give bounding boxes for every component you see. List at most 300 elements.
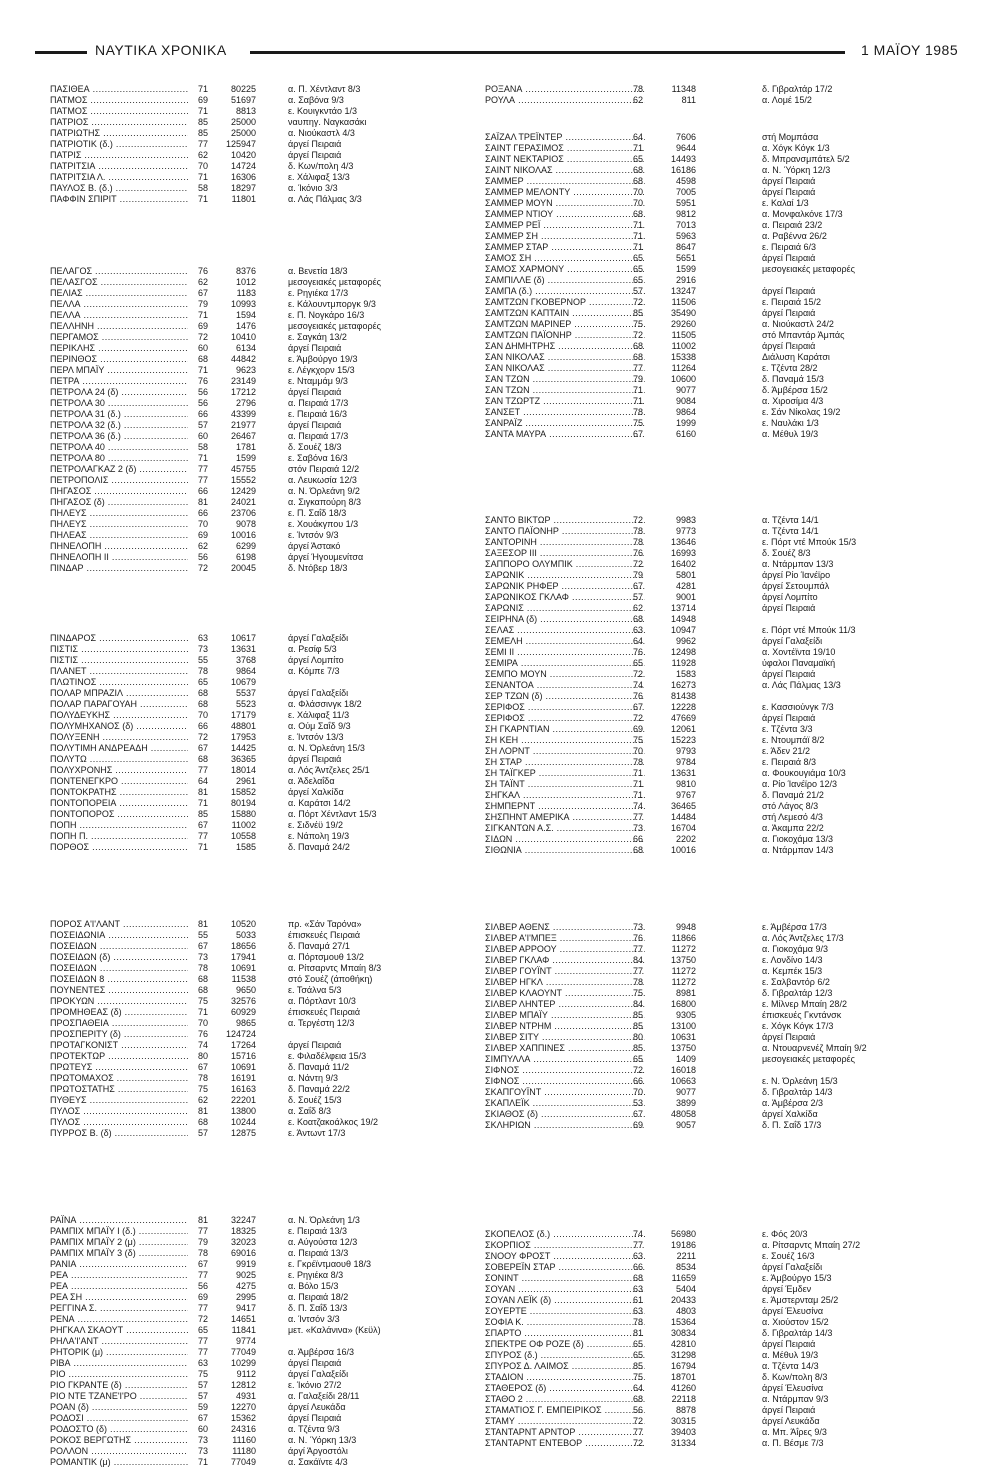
ship-position: α. Νιούκαστλ 4/3 [288, 128, 355, 138]
ship-row [470, 526, 940, 537]
ship-name: ΣΚΑΠΛΕΪΚ ..... [485, 1098, 645, 1109]
build-year: 63 [197, 633, 208, 643]
build-year: 70 [197, 519, 208, 529]
build-year: 85 [632, 1043, 643, 1053]
ship-name: ΣΗΣΠΗΝΤ ΑΜΕΡΙΚΑ ..... [485, 812, 645, 823]
build-year: 68 [632, 352, 643, 362]
build-year: 74 [632, 801, 643, 811]
ship-position: ε. Π. Νογκάρο 16/3 [288, 310, 365, 320]
tonnage: 9650 [235, 985, 256, 995]
ship-position: α. Τζέντα 9/3 [288, 1424, 340, 1434]
build-year: 71 [632, 143, 643, 153]
ship-position: ε. Άμβέρσα 17/3 [762, 922, 827, 932]
ship-name: ΠΡΟΜΗΘΕΑΣ (δ) ..... [50, 1007, 188, 1018]
ship-list-block [470, 922, 940, 1131]
ship-name: ΣΕΙΡΗΝΑ (δ) ..... [485, 614, 645, 625]
build-year: 75 [632, 319, 643, 329]
tonnage: 6160 [675, 429, 696, 439]
tonnage: 32247 [230, 1215, 256, 1225]
tonnage: 13100 [670, 1021, 696, 1031]
ship-row [50, 798, 455, 809]
ship-position: α. Τεργέστη 12/3 [288, 1018, 355, 1028]
ship-position: δ. Παναμά 11/2 [288, 1062, 350, 1072]
ship-position: α. Πόρτλαντ 10/3 [288, 996, 356, 1006]
build-year: 72 [632, 1438, 643, 1448]
build-year: 73 [197, 644, 208, 654]
ship-name: ΡΗΓΚΑΛ ΣΚΑΟΥΤ ..... [50, 1325, 188, 1336]
tonnage: 14651 [230, 1314, 256, 1324]
ship-position: δ. Σουέζ 15/3 [288, 1095, 342, 1105]
ship-position: ε. Π. Σαΐδ 18/3 [288, 508, 347, 518]
ship-position: α. Ντάρμπαν 14/3 [762, 845, 834, 855]
ship-position: στή Λεμεσό 4/3 [762, 812, 823, 822]
ship-position: α. Ντάρμπαν 9/3 [762, 1394, 829, 1404]
build-year: 84 [632, 955, 643, 965]
ship-row [50, 1369, 455, 1380]
ship-row [470, 537, 940, 548]
ship-row [470, 84, 940, 95]
ship-name: ΠΟΛΥΔΕΥΚΗΣ ..... [50, 710, 188, 721]
ship-name: ΣΑΝ ΝΙΚΟΛΑΣ ..... [485, 352, 645, 363]
ship-row [50, 1314, 455, 1325]
tonnage: 14493 [670, 154, 696, 164]
ship-position: ε. Ίντσόν 13/3 [288, 732, 344, 742]
ship-row [50, 563, 455, 574]
ship-row [50, 1007, 455, 1018]
build-year: 65 [632, 1054, 643, 1064]
build-year: 85 [197, 809, 208, 819]
tonnage: 8878 [675, 1405, 696, 1415]
build-year: 61 [632, 1295, 643, 1305]
ship-row [50, 1040, 455, 1051]
ship-row [470, 691, 940, 702]
ship-position: ε. Σάν Νίκολας 19/2 [762, 407, 841, 417]
ship-row [470, 1427, 940, 1438]
tonnage: 45755 [230, 464, 256, 474]
ship-name: ΡΑΝΙΑ ..... [50, 1259, 188, 1270]
ship-name: ΣΙΛΒΕΡ ΚΛΑΟΥΝΤ ..... [485, 988, 645, 999]
tonnage: 10947 [670, 625, 696, 635]
ship-name: ΣΤΑΝΤΑΡΝΤ ΑΡΝΤΟΡ ..... [485, 1427, 645, 1438]
ship-position: α. Σαβόνα 9/3 [288, 95, 344, 105]
tonnage: 16306 [230, 172, 256, 182]
ship-row [50, 288, 455, 299]
build-year: 80 [632, 1032, 643, 1042]
build-year: 71 [197, 798, 208, 808]
tonnage: 14724 [230, 161, 256, 171]
ship-position: ε. Χάλιφαξ 11/3 [288, 710, 350, 720]
ship-row [470, 1065, 940, 1076]
ship-name: ΠΑΥΛΟΣ Β. (δ.) ..... [50, 183, 188, 194]
tonnage: 9078 [235, 519, 256, 529]
ship-name: ΡΟΜΑΝΤΙΚ (μ) ..... [50, 1457, 188, 1468]
tonnage: 26467 [230, 431, 256, 441]
build-year: 71 [632, 220, 643, 230]
ship-row [50, 952, 455, 963]
ship-name: ΣΕΡΙΦΟΣ ..... [485, 702, 645, 713]
ship-position: άργεί Πειραιά [288, 754, 342, 764]
ship-position: ύφαλοι Παναμαϊκή [762, 658, 836, 668]
tonnage: 30834 [670, 1328, 696, 1338]
tonnage: 6198 [235, 552, 256, 562]
build-year: 68 [632, 176, 643, 186]
tonnage: 30315 [670, 1416, 696, 1426]
build-year: 65 [197, 677, 208, 687]
ship-position: α. Ίντσόν 3/3 [288, 1314, 340, 1324]
ship-name: ΠΑΤΡΙΟΣ ..... [50, 117, 188, 128]
ship-name: ΣΤΑΔΙΟΝ ..... [485, 1372, 645, 1383]
ship-row [470, 966, 940, 977]
ship-position: α. Χιούστον 15/2 [762, 1317, 829, 1327]
ship-row [50, 721, 455, 732]
ship-position: άργεί Γαλαξείδι [762, 636, 823, 646]
tonnage: 51697 [230, 95, 256, 105]
build-year: 77 [197, 464, 208, 474]
ship-row [470, 988, 940, 999]
ship-row [50, 332, 455, 343]
build-year: 58 [197, 183, 208, 193]
ship-row [470, 1416, 940, 1427]
ship-name: ΠΕΤΡΟΛΑ 36 (δ.) ..... [50, 431, 188, 442]
build-year: 62 [632, 95, 643, 105]
tonnage: 19186 [670, 1240, 696, 1250]
tonnage: 11538 [231, 974, 256, 984]
ship-name: ΣΑΝ ΔΗΜΗΤΡΗΣ ..... [485, 341, 645, 352]
tonnage: 9864 [675, 407, 696, 417]
ship-row [470, 1295, 940, 1306]
ship-name: ΡΟΔΟΣΙ ..... [50, 1413, 188, 1424]
ship-name: ΡΟΑΝ (δ) ..... [50, 1402, 188, 1413]
ship-row [470, 636, 940, 647]
ship-name: ΣΑΝΣΕΤ ..... [485, 407, 645, 418]
ship-position: δ. Γιβραλτάρ 14/3 [762, 1328, 833, 1338]
tonnage: 11160 [232, 1435, 256, 1445]
ship-name: ΠΟΠΗ Π. ..... [50, 831, 188, 842]
build-year: 59 [197, 1402, 208, 1412]
build-year: 78 [197, 1073, 208, 1083]
ship-name: ΠΑΤΡΙΤΣΙΑ Λ. ..... [50, 172, 188, 183]
ship-row [470, 581, 940, 592]
ship-position: α. Ραβέννα 26/2 [762, 231, 827, 241]
tonnage: 18656 [230, 941, 256, 951]
ship-name: ΠΕΡΓΑΜΟΣ ..... [50, 332, 188, 343]
ship-row [50, 1270, 455, 1281]
ship-position: άργεί Έλευσίνα [762, 1383, 824, 1393]
ship-position: δ. Σουέζ 18/3 [288, 442, 342, 452]
ship-position: άργεί Χαλκίδα [762, 1109, 818, 1119]
tonnage: 12875 [230, 1128, 256, 1138]
tonnage: 15880 [230, 809, 256, 819]
tonnage: 5033 [235, 930, 256, 940]
ship-position: α. Τζέντα 14/1 [762, 526, 819, 536]
ship-name: ΣΗ ΤΑΪΝΤ ..... [485, 779, 645, 790]
ship-name: ΣΑΞΕΣΟΡ ΙΙΙ ..... [485, 548, 645, 559]
ship-row [470, 385, 940, 396]
ship-name: ΣΕΡΙΦΟΣ ..... [485, 713, 645, 724]
ship-row [470, 187, 940, 198]
ship-row [50, 1259, 455, 1270]
ship-position: α. Μονφαλκόνε 17/3 [762, 209, 843, 219]
ship-row [50, 831, 455, 842]
ship-position: α. Σαΐδ 8/3 [288, 1106, 331, 1116]
ship-row [470, 1076, 940, 1087]
ship-position: ναυπηγ. Ναγκασάκι [288, 117, 367, 127]
build-year: 76 [197, 266, 208, 276]
ship-position: ε. Άμβούργο 15/3 [762, 1273, 832, 1283]
build-year: 67 [197, 941, 208, 951]
build-year: 65 [632, 1350, 643, 1360]
ship-row [470, 264, 940, 275]
ship-row [470, 515, 940, 526]
ship-position: άργεί Πειραιά [288, 150, 342, 160]
ship-row [50, 497, 455, 508]
build-year: 72 [632, 330, 643, 340]
build-year: 78 [632, 757, 643, 767]
tonnage: 9644 [675, 143, 696, 153]
ship-position: δ. Π. Σαΐδ 13/3 [288, 1303, 348, 1313]
ship-name: ΣΟΦΙΑ Κ. ..... [485, 1317, 645, 1328]
tonnage: 5651 [675, 253, 696, 263]
ship-name: ΣΑΜΤΖΩΝ ΜΑΡΙΝΕΡ ..... [485, 319, 645, 330]
tonnage: 10691 [230, 963, 256, 973]
build-year: 77 [632, 1427, 643, 1437]
ship-name: ΠΟΛΥΜΗΧΑΝΟΣ (δ) ..... [50, 721, 188, 732]
ship-row [50, 1106, 455, 1117]
ship-row [470, 955, 940, 966]
tonnage: 77049 [230, 1347, 256, 1357]
ship-row [50, 508, 455, 519]
ship-name: ΣΑΜΜΕΡ ΡΕΪ ..... [485, 220, 645, 231]
build-year: 66 [632, 1076, 643, 1086]
ship-position: άργεί Πειραιά [762, 187, 816, 197]
ship-position: α. Λομέ 15/2 [762, 95, 812, 105]
tonnage: 5801 [675, 570, 696, 580]
header-rule-left [35, 51, 95, 54]
ship-row [470, 977, 940, 988]
ship-name: ΣΑΝΤΟ ΠΑΪΟΝΗΡ ..... [485, 526, 645, 537]
tonnage: 2995 [235, 1292, 256, 1302]
tonnage: 18325 [230, 1226, 256, 1236]
tonnage: 31334 [670, 1438, 696, 1448]
build-year: 76 [632, 933, 643, 943]
ship-row [50, 820, 455, 831]
ship-row [50, 541, 455, 552]
ship-name: ΠΙΝΔΑΡΟΣ ..... [50, 633, 188, 644]
tonnage: 43399 [230, 409, 256, 419]
build-year: 68 [197, 699, 208, 709]
ship-name: ΠΡΟΤΕΚΤΩΡ ..... [50, 1051, 188, 1062]
ship-row [50, 95, 455, 106]
tonnage: 39403 [670, 1427, 696, 1437]
ship-name: ΣΑΝ ΤΖΩΝ ..... [485, 374, 645, 385]
tonnage: 25000 [230, 128, 256, 138]
ship-name: ΠΛΩΤΙΝΟΣ ..... [50, 677, 188, 688]
tonnage: 69016 [230, 1248, 256, 1258]
build-year: 79 [197, 299, 208, 309]
ship-list-block [470, 84, 940, 106]
ship-row [50, 974, 455, 985]
tonnage: 9864 [235, 666, 256, 676]
ship-row [50, 1424, 455, 1435]
build-year: 73 [632, 823, 643, 833]
ship-row [50, 376, 455, 387]
build-year: 77 [632, 1240, 643, 1250]
build-year: 69 [197, 1292, 208, 1302]
tonnage: 11659 [671, 1273, 696, 1283]
ship-position: α. Λός Άντζελες 25/1 [288, 765, 370, 775]
ship-position: ε. Σιδνέϋ 19/2 [288, 820, 344, 830]
tonnage: 18701 [670, 1372, 696, 1382]
ship-name: ΠΕΡΙΝΘΟΣ ..... [50, 354, 188, 365]
ship-name: ΣΠΥΡΟΣ (δ.) ..... [485, 1350, 645, 1361]
tonnage: 44842 [230, 354, 256, 364]
build-year: 77 [632, 363, 643, 373]
ship-name: ΣΚΟΡΠΙΟΣ ..... [485, 1240, 645, 1251]
ship-position: α. Πειραιά 17/3 [288, 431, 349, 441]
ship-row [470, 1339, 940, 1350]
ship-name: ΣΑΜΜΕΡ ΣΤΑΡ ..... [485, 242, 645, 253]
build-year: 73 [197, 952, 208, 962]
ship-name: ΣΙΓΚΑΝΤΩΝ Α.Σ. ..... [485, 823, 645, 834]
build-year: 75 [197, 996, 208, 1006]
tonnage: 16704 [670, 823, 696, 833]
ship-position: ε. Τσάλνα 5/3 [288, 985, 342, 995]
ship-row [470, 1032, 940, 1043]
tonnage: 12429 [230, 486, 256, 496]
ship-name: ΣΑΜΤΖΩΝ ΓΚΟΒΕΡΝΟΡ ..... [485, 297, 645, 308]
ship-name: ΠΕΤΡΟΛΑ 32 (δ.) ..... [50, 420, 188, 431]
ship-position: ε. Σουέζ 16/3 [762, 1251, 815, 1261]
ship-row [470, 176, 940, 187]
build-year: 66 [632, 834, 643, 844]
tonnage: 9305 [675, 1010, 696, 1020]
ship-position: α. Τζέντα 14/3 [762, 1361, 819, 1371]
ship-name: ΠΟΡΘΟΣ ..... [50, 842, 188, 853]
ship-position: α. Φουκουγιάμα 10/3 [762, 768, 846, 778]
build-year: 71 [197, 310, 208, 320]
ship-row [470, 286, 940, 297]
ship-name: ΣΕΜΙ ΙΙ ..... [485, 647, 645, 658]
ship-position: άργεί Σετουμπάλ [762, 581, 830, 591]
ship-name: ΠΟΛΑΡ ΠΑΡΑΓΟΥΑΗ ..... [50, 699, 188, 710]
ship-name: ΣΙΦΝΟΣ ..... [485, 1076, 645, 1087]
ship-name: ΠΑΣΙΘΕΑ ..... [50, 84, 188, 95]
ship-row [50, 420, 455, 431]
ship-name: ΣΕΝΑΝΤΟΑ ..... [485, 680, 645, 691]
tonnage: 9417 [235, 1303, 256, 1313]
ship-name: ΠΕΤΡΟΛΑ 40 ..... [50, 442, 188, 453]
build-year: 71 [632, 768, 643, 778]
ship-position: ε. Σαλβαντόρ 6/2 [762, 977, 830, 987]
tonnage: 47669 [670, 713, 696, 723]
ship-name: ΣΙΛΒΕΡ ΜΠΑΪΥ ..... [485, 1010, 645, 1021]
ship-position: άργεί Ήγουμενίτσα [288, 552, 364, 562]
ship-name: ΠΟΡΟΣ Α'Ι'ΛΑΝΤ ..... [50, 919, 188, 930]
ship-position: στό Σουέζ (άποθήκη) [288, 974, 373, 984]
ship-name: ΣΕΡ ΤΖΩΝ (δ) ..... [485, 691, 645, 702]
ship-row [50, 139, 455, 150]
ship-row [50, 842, 455, 853]
ship-row [50, 776, 455, 787]
build-year: 67 [632, 429, 643, 439]
ship-position: δ. Γιβραλτάρ 14/3 [762, 1087, 833, 1097]
ship-row [50, 1029, 455, 1040]
ship-row [470, 1438, 940, 1449]
ship-position: άργεί Πειραιά [288, 343, 342, 353]
ship-row [470, 352, 940, 363]
ship-position: α. Λάς Πάλμας 13/3 [762, 680, 841, 690]
ship-name: ΣΗΓΚΑΛ ..... [485, 790, 645, 801]
tonnage: 9919 [235, 1259, 256, 1269]
ship-row [470, 1350, 940, 1361]
tonnage: 9767 [675, 790, 696, 800]
ship-position: ε. Χόγκ Κόγκ 17/3 [762, 1021, 834, 1031]
build-year: 78 [632, 526, 643, 536]
ship-name: ΣΙΛΒΕΡ ΑΘΕΝΣ ..... [485, 922, 645, 933]
ship-row [470, 724, 940, 735]
build-year: 75 [632, 988, 643, 998]
ship-name: ΠΟΣΕΙΔΩΝ ..... [50, 941, 188, 952]
ship-row [50, 1391, 455, 1402]
build-year: 69 [197, 321, 208, 331]
build-year: 71 [632, 231, 643, 241]
build-year: 78 [632, 1317, 643, 1327]
ship-position: άργεί Λομπίτο [762, 592, 818, 602]
ship-row [470, 1361, 940, 1372]
build-year: 72 [197, 1314, 208, 1324]
ship-name: ΡΕΑ ..... [50, 1270, 188, 1281]
build-year: 77 [197, 475, 208, 485]
build-year: 72 [632, 297, 643, 307]
ship-position: στή Μομπάσα [762, 132, 819, 142]
ship-position: μετ. «Καλάνινα» (Κεϋλ) [288, 1325, 381, 1335]
build-year: 76 [632, 548, 643, 558]
ship-name: ΠΕΤΡΟΛΑΓΚΑΖ 2 (δ) ..... [50, 464, 188, 475]
build-year: 62 [197, 277, 208, 287]
ship-row [50, 1215, 455, 1226]
tonnage: 13750 [670, 1043, 696, 1053]
ship-row [50, 1073, 455, 1084]
ship-name: ΣΟΥΑΝ ΛΕΪΚ (δ) ..... [485, 1295, 645, 1306]
tonnage: 10244 [230, 1117, 256, 1127]
ship-row [470, 1394, 940, 1405]
tonnage: 11505 [671, 330, 696, 340]
ship-row [470, 1109, 940, 1120]
tonnage: 11180 [232, 1446, 256, 1456]
ship-position: α. Ούμ Σαΐδ 9/3 [288, 721, 351, 731]
ship-row [470, 308, 940, 319]
build-year: 67 [197, 1413, 208, 1423]
ship-row [50, 1095, 455, 1106]
tonnage: 56980 [670, 1229, 696, 1239]
tonnage: 21977 [230, 420, 256, 430]
build-year: 78 [632, 977, 643, 987]
ship-position: α. Ρίο Ίανέϊρο 12/3 [762, 779, 838, 789]
ship-name: ΣΙΛΒΕΡ ΓΚΛΑΦ ..... [485, 955, 645, 966]
tonnage: 29260 [670, 319, 696, 329]
build-year: 85 [632, 1010, 643, 1020]
build-year: 77 [197, 1270, 208, 1280]
ship-row [470, 242, 940, 253]
build-year: 76 [632, 647, 643, 657]
build-year: 70 [632, 1087, 643, 1097]
ship-position: ε. Τζέντα 3/3 [762, 724, 813, 734]
build-year: 75 [632, 418, 643, 428]
ship-position: α. Καράτσι 14/2 [288, 798, 351, 808]
build-year: 77 [197, 831, 208, 841]
ship-position: ε. Άμστερνταμ 25/2 [762, 1295, 839, 1305]
ship-name: ΣΑΙΝΤ ΝΙΚΟΛΑΣ ..... [485, 165, 645, 176]
